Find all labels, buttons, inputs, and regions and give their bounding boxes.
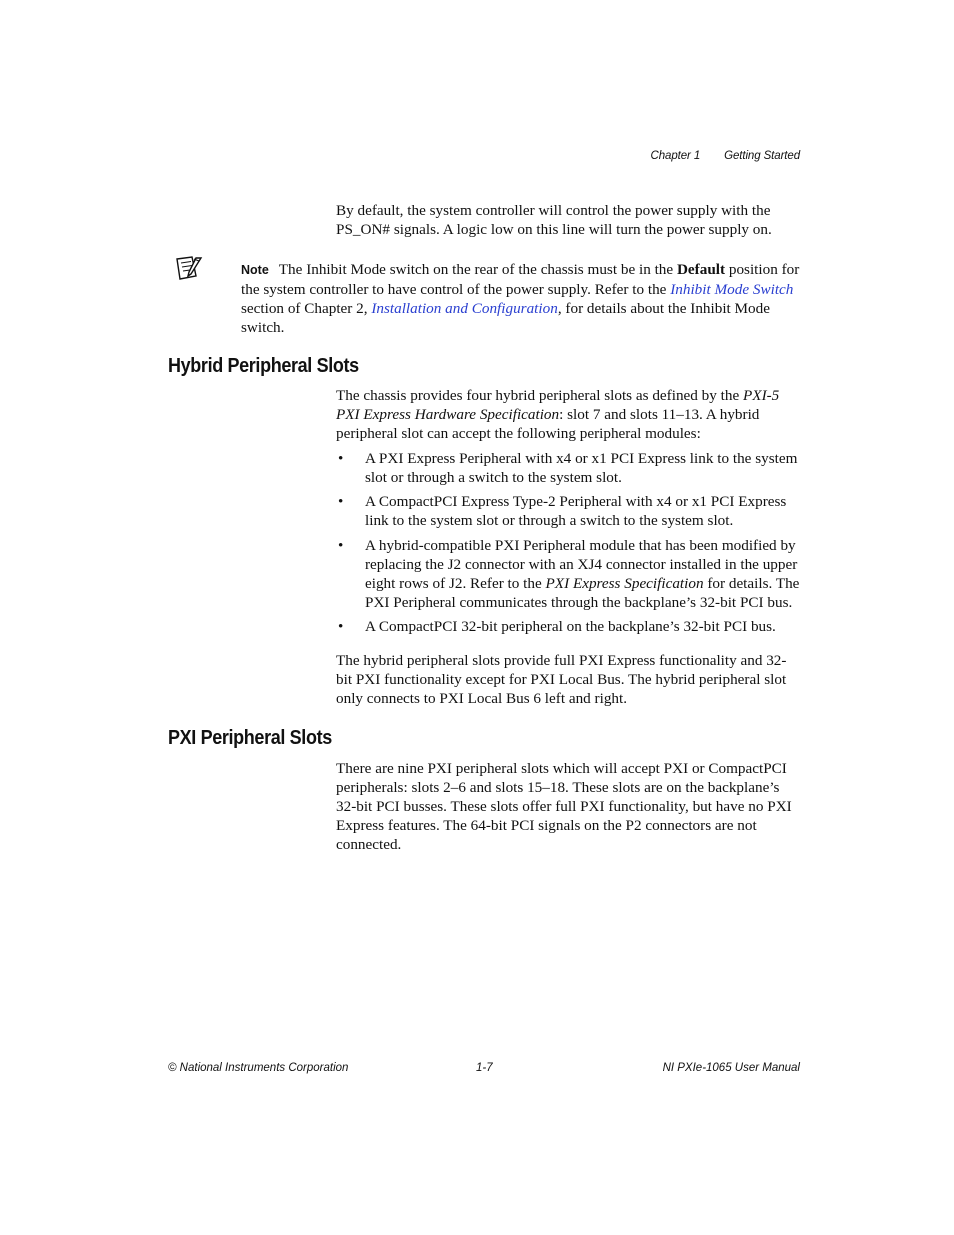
bullet-mark: • <box>338 493 344 510</box>
footer-page-number: 1-7 <box>476 1062 493 1074</box>
hybrid-summary-paragraph <box>336 651 802 708</box>
list-item <box>336 492 802 530</box>
bullet-text-a: A hybrid-compatible PXI Peripheral module that has been modified by replacing the J2 connector with an XJ4 connector installed in the upper eight rows of J2. Refer to the <box>365 537 798 592</box>
bullet-text-b: for details. The PXI Peripheral communicates through the backplane’s 32-bit PCI bus. <box>365 575 800 611</box>
header-section: Getting Started <box>724 150 800 162</box>
list-item <box>336 617 802 636</box>
note-block <box>241 260 803 337</box>
bullet-mark: • <box>338 450 344 467</box>
header-chapter: Chapter 1 <box>650 150 701 162</box>
bullet-list-2 <box>336 492 802 530</box>
list-item <box>336 449 802 487</box>
note-bold-default: Default <box>676 261 726 278</box>
bullet-text: A PXI Express Peripheral with x4 or x1 PCI Express link to the system slot or through a switch to the system slot. <box>365 450 798 486</box>
note-label: Note <box>241 263 269 277</box>
note-icon <box>174 254 204 282</box>
bullet-mark: • <box>338 537 344 554</box>
heading-hybrid-peripheral-slots: Hybrid Peripheral Slots <box>168 355 359 377</box>
heading-pxi-peripheral-slots: PXI Peripheral Slots <box>168 727 332 749</box>
bullet-mark: • <box>338 618 344 635</box>
note-text-3: section of Chapter 2, <box>241 300 372 317</box>
note-text-1: The Inhibit Mode switch on the rear of the chassis must be in the <box>278 261 677 278</box>
pxi-text: There are nine PXI peripheral slots which will accept PXI or CompactPCI peripherals: slots 2–6 and slots 15–18. These slots are on the backplane’s 32-bit PCI busses. These slots offer full PXI functionality, but have no PXI Express features. The 64-bit PCI signals on the P2 connectors are not connected. <box>336 760 792 853</box>
footer-copyright: © National Instruments Corporation <box>168 1062 349 1074</box>
hybrid-intro-spec: PXI-5 PXI Express Hardware Specification <box>336 387 780 423</box>
link-inhibit-mode-switch[interactable]: Inhibit Mode Switch <box>670 281 794 298</box>
bullet-text: A CompactPCI 32-bit peripheral on the backplane’s 32-bit PCI bus. <box>365 618 776 635</box>
bullet-text-spec: PXI Express Specification <box>545 575 704 592</box>
intro-text: By default, the system controller will control the power supply with the PS_ON# signals. A logic low on this line will turn the power supply on. <box>336 202 772 238</box>
bullet-list-3 <box>336 536 802 612</box>
footer-manual-title: NI PXIe-1065 User Manual <box>662 1062 800 1074</box>
note-text-2: position for the system controller to have control of the power supply. Refer to the <box>241 261 800 298</box>
bullet-text: A CompactPCI Express Type-2 Peripheral with x4 or x1 PCI Express link to the system slot or through a switch to the system slot. <box>365 493 787 529</box>
hybrid-summary-text: The hybrid peripheral slots provide full PXI Express functionality and 32-bit PXI functionality except for PXI Local Bus. The hybrid peripheral slot only connects to PXI Local Bus 6 left and right. <box>336 652 787 707</box>
running-header <box>651 150 800 162</box>
pxi-paragraph <box>336 759 802 854</box>
hybrid-intro-paragraph <box>336 386 802 443</box>
hybrid-intro-text-1: The chassis provides four hybrid peripheral slots as defined by the <box>336 387 744 404</box>
hybrid-intro-text-2: : slot 7 and slots 11–13. A hybrid peripheral slot can accept the following peripheral modules: <box>336 406 760 442</box>
link-installation-configuration[interactable]: Installation and Configuration <box>371 300 558 317</box>
note-text-4: , for details about the Inhibit Mode switch. <box>241 300 770 336</box>
bullet-list-1 <box>336 449 802 487</box>
intro-paragraph <box>336 201 802 239</box>
bullet-list-4 <box>336 617 802 636</box>
list-item <box>336 536 802 612</box>
